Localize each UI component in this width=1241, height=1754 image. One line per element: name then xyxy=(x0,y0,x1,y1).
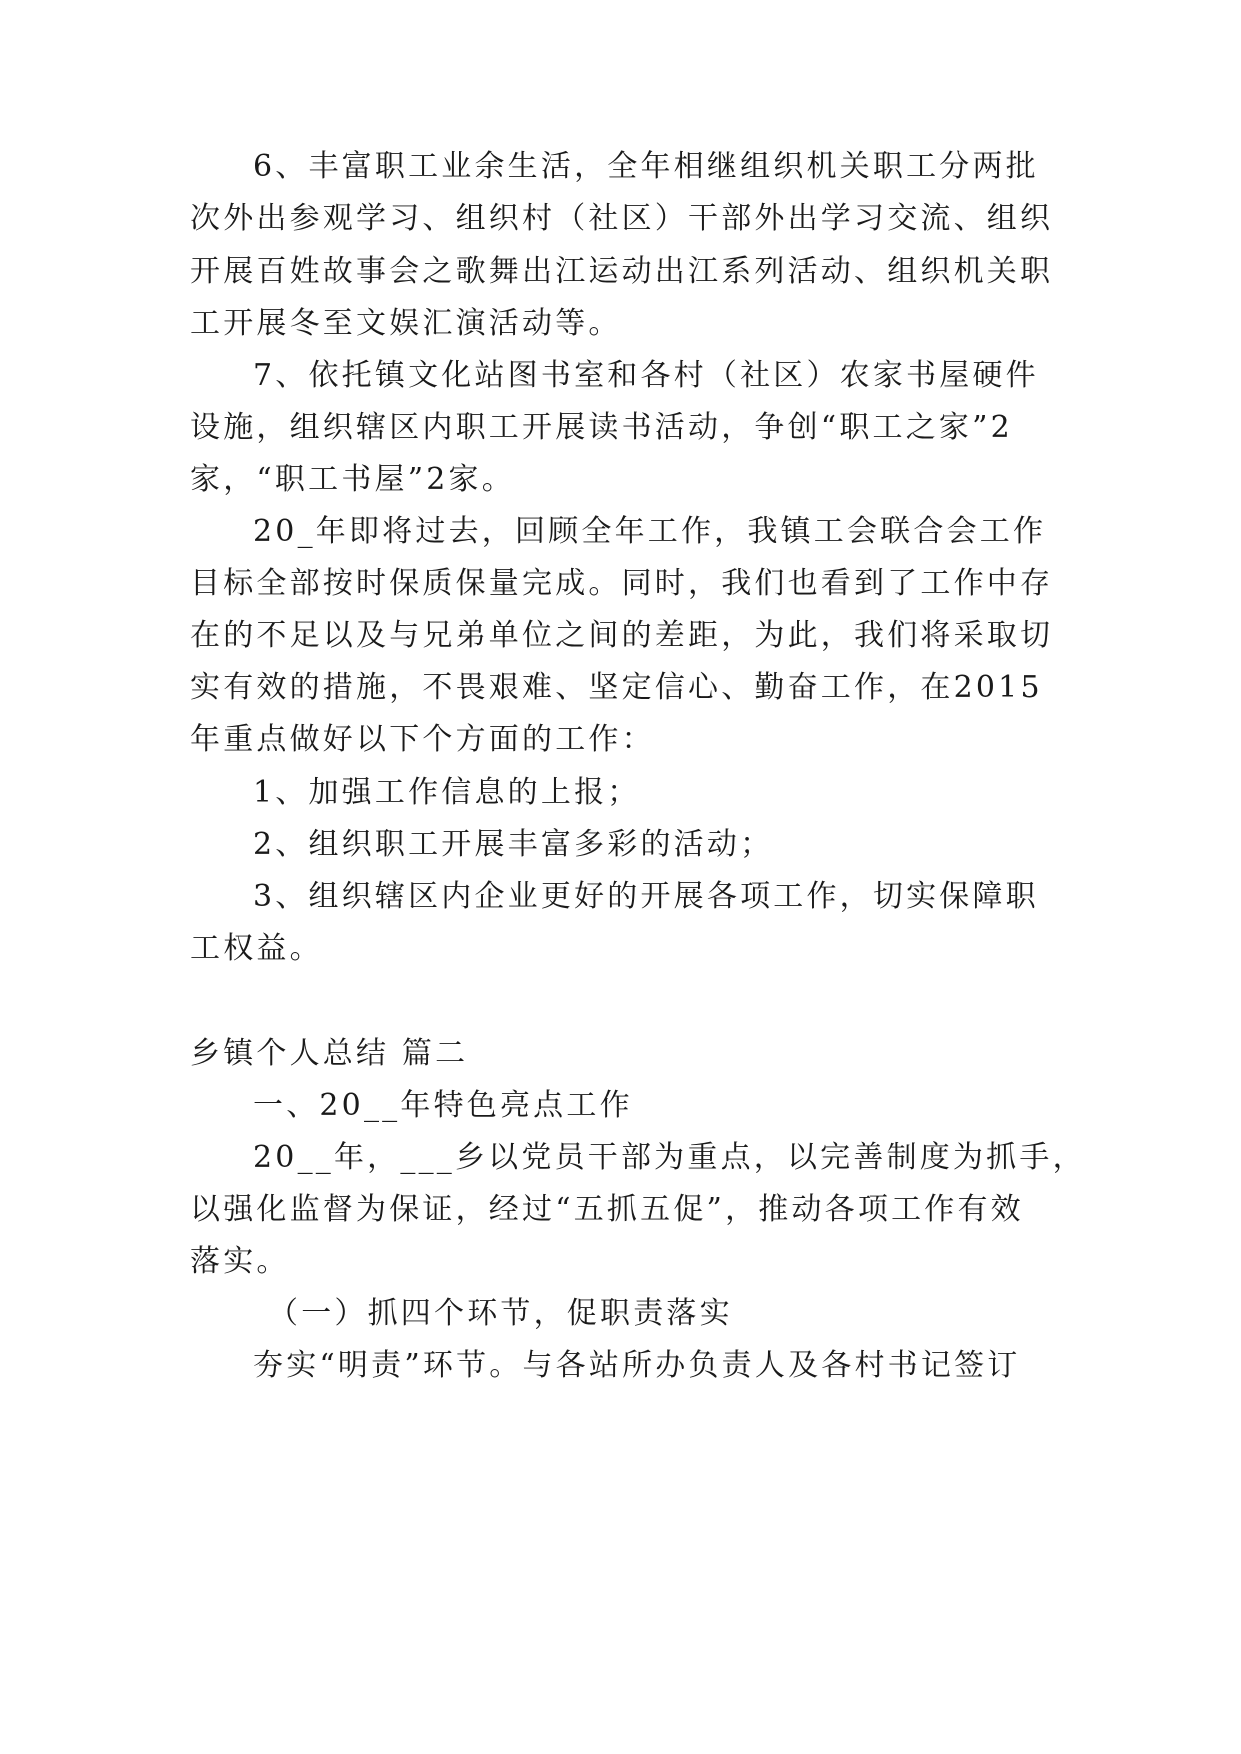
list-item: 2、组织职工开展丰富多彩的活动； xyxy=(253,827,774,862)
paragraph-line: 在的不足以及与兄弟单位之间的差距，为此，我们将采取切 xyxy=(190,618,1054,653)
subsection-heading: 一、20__年特色亮点工作 xyxy=(253,1088,633,1123)
paragraph-line: 20__年，___乡以党员干部为重点，以完善制度为抓手， xyxy=(253,1140,1086,1175)
paragraph-line: 7、依托镇文化站图书室和各村（社区）农家书屋硬件 xyxy=(253,358,1039,393)
list-item: 1、加强工作信息的上报； xyxy=(253,775,641,810)
paragraph-line: 夯实“明责”环节。与各站所办负责人及各村书记签订 xyxy=(253,1348,1021,1383)
paragraph-line: 6、丰富职工业余生活，全年相继组织机关职工分两批 xyxy=(253,149,1039,184)
paragraph-line: 开展百姓故事会之歌舞出江运动出江系列活动、组织机关职 xyxy=(190,254,1054,289)
paragraph-line: 年重点做好以下个方面的工作： xyxy=(190,722,655,757)
list-item: 3、组织辖区内企业更好的开展各项工作，切实保障职 xyxy=(253,879,1039,914)
paragraph-line: 工开展冬至文娱汇演活动等。 xyxy=(190,306,622,341)
paragraph-line: 次外出参观学习、组织村（社区）干部外出学习交流、组织 xyxy=(190,201,1054,236)
section-heading: 乡镇个人总结 篇二 xyxy=(190,1036,469,1071)
paragraph-line: 20_年即将过去，回顾全年工作，我镇工会联合会工作 xyxy=(253,514,1047,549)
paragraph-line: 实有效的措施，不畏艰难、坚定信心、勤奋工作，在2015 xyxy=(190,670,1043,705)
subsection-heading: （一）抓四个环节，促职责落实 xyxy=(268,1296,733,1331)
paragraph-line: 工权益。 xyxy=(190,931,323,966)
paragraph-line: 以强化监督为保证，经过“五抓五促”，推动各项工作有效 xyxy=(190,1192,1024,1227)
paragraph-line: 设施，组织辖区内职工开展读书活动，争创“职工之家”2 xyxy=(190,410,1013,445)
paragraph-line: 家，“职工书屋”2家。 xyxy=(190,462,515,497)
paragraph-line: 落实。 xyxy=(190,1244,290,1279)
paragraph-line: 目标全部按时保质保量完成。同时，我们也看到了工作中存 xyxy=(190,566,1054,601)
